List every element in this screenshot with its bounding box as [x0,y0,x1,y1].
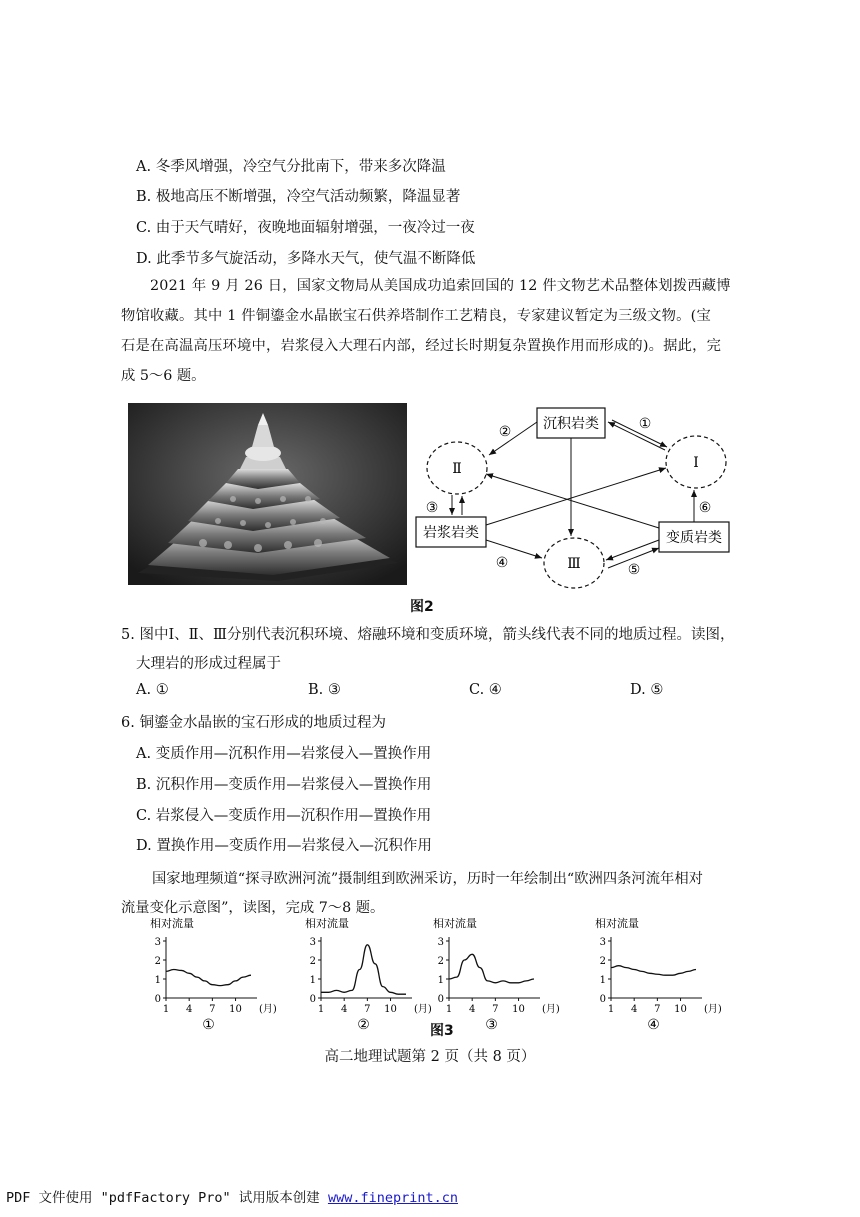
circle-iii-label: Ⅲ [567,556,581,572]
q4-option-c: C. 由于天气晴好，夜晚地面辐射增强，一夜冷过一夜 [136,220,475,236]
figure2-caption: 图2 [410,599,434,615]
arrow-label-3: ③ [425,500,439,516]
q5-choice-a: A. ① [136,682,169,698]
q5-line1: 5. 图中Ⅰ、Ⅱ、Ⅲ分别代表沉积环境、熔融环境和变质环境，箭头线代表不同的地质过程。读图， [121,627,735,643]
arrow-label-6: ⑥ [698,500,712,516]
x-tick-label: 7 [364,1004,371,1015]
x-unit-label: (月) [259,1004,277,1015]
x-unit-label: (月) [414,1004,432,1015]
y-tick-label: 0 [154,994,161,1005]
q6-option-d: D. 置换作用—变质作用—岩浆侵入—沉积作用 [136,838,432,854]
pdf-footer-prefix: PDF 文件使用 "pdfFactory Pro" 试用版本创建 [6,1190,328,1206]
y-tick-label: 3 [599,937,606,948]
ylabel-4: 相对流量 [595,917,639,930]
circle-ii-label: Ⅱ [452,461,462,477]
y-tick-label: 3 [154,937,161,948]
page-footer: 高二地理试题第 2 页（共 8 页） [324,1049,536,1065]
arrow-label-2: ② [498,424,512,440]
y-tick-label: 2 [599,956,606,967]
pagoda-photo [128,403,407,585]
y-tick-label: 1 [154,975,161,986]
flow-line-3 [449,954,534,983]
metamorphic-label: 变质岩类 [666,530,722,546]
rock-cycle-diagram [412,400,742,590]
pdf-factory-footer [6,1186,458,1206]
passage1-line2: 物馆收藏。其中 1 件铜鎏金水晶嵌宝石供养塔制作工艺精良，专家建议暂定为三级文物。(宝 [121,308,711,324]
y-tick-label: 1 [599,975,606,986]
q4-option-a: A. 冬季风增强，冷空气分批南下，带来多次降温 [136,159,446,175]
y-tick-label: 2 [154,956,161,967]
x-tick-label: 10 [674,1004,687,1015]
y-tick-label: 3 [437,937,444,948]
q4-option-d: D. 此季节多气旋活动，多降水天气，使气温不断降低 [136,251,476,267]
arrow-label-4: ④ [495,555,509,571]
x-tick-label: 10 [384,1004,397,1015]
x-tick-label: 7 [654,1004,661,1015]
flow-line-1 [166,970,251,986]
q5-choice-c: C. ④ [469,682,502,698]
panel-label-4: ④ [647,1017,660,1032]
x-unit-label: (月) [542,1004,560,1015]
y-tick-label: 1 [309,975,316,986]
panel-label-3: ③ [485,1017,498,1032]
flow-chart-3 [433,917,583,1032]
x-unit-label: (月) [704,1004,722,1015]
passage1-line1: 2021 年 9 月 26 日，国家文物局从美国成功追索回国的 12 件文物艺术品整体划拨西藏博 [150,278,731,294]
x-tick-label: 1 [162,1004,170,1015]
passage2-line2: 流量变化示意图”，读图，完成 7～8 题。 [121,900,385,916]
ylabel-1: 相对流量 [150,917,194,930]
q6-option-a: A. 变质作用—沉积作用—岩浆侵入—置换作用 [136,746,432,762]
passage1-line3: 石是在高温高压环境中，岩浆侵入大理石内部，经过长时期复杂置换作用而形成的)。据此，完 [121,338,722,354]
x-tick-label: 4 [468,1004,476,1015]
x-tick-label: 7 [492,1004,499,1015]
y-tick-label: 0 [437,994,444,1005]
fineprint-link[interactable]: www.fineprint.cn [327,1190,458,1206]
q6-stem: 6. 铜鎏金水晶嵌的宝石形成的地质过程为 [121,715,386,731]
arrow-label-5: ⑤ [627,562,641,578]
passage1-line4: 成 5～6 题。 [121,368,206,384]
y-tick-label: 0 [599,994,606,1005]
q4-option-b: B. 极地高压不断增强，冷空气活动频繁，降温显著 [136,189,461,205]
passage2-line1: 国家地理频道“探寻欧洲河流”摄制组到欧洲采访，历时一年绘制出“欧洲四条河流年相对 [152,871,703,887]
q5-choice-d: D. ⑤ [630,682,664,698]
ylabel-3: 相对流量 [433,917,477,930]
y-tick-label: 3 [309,937,316,948]
panel-label-1: ① [202,1017,215,1032]
sedimentary-label: 沉积岩类 [543,416,599,432]
y-tick-label: 2 [309,956,316,967]
x-tick-label: 7 [209,1004,216,1015]
figure3-caption: 图3 [430,1023,454,1039]
flow-chart-4 [595,917,745,1032]
x-tick-label: 4 [185,1004,193,1015]
x-tick-label: 1 [317,1004,325,1015]
flow-line-4 [611,966,696,976]
y-tick-label: 1 [437,975,444,986]
panel-label-2: ② [357,1017,370,1032]
igneous-label: 岩浆岩类 [423,525,479,541]
y-tick-label: 2 [437,956,444,967]
q6-option-b: B. 沉积作用—变质作用—岩浆侵入—置换作用 [136,777,432,793]
q5-choice-b: B. ③ [308,682,341,698]
q5-line2: 大理岩的形成过程属于 [136,656,281,672]
flow-chart-1 [150,917,300,1032]
arrow-label-1: ① [638,416,652,432]
y-tick-label: 0 [309,994,316,1005]
x-tick-label: 10 [229,1004,242,1015]
circle-i-label: Ⅰ [693,455,699,471]
x-tick-label: 4 [630,1004,638,1015]
ylabel-2: 相对流量 [305,917,349,930]
q6-option-c: C. 岩浆侵入—变质作用—沉积作用—置换作用 [136,808,432,824]
x-tick-label: 1 [607,1004,615,1015]
x-tick-label: 4 [340,1004,348,1015]
flow-line-2 [321,945,406,994]
x-tick-label: 10 [512,1004,525,1015]
x-tick-label: 1 [445,1004,453,1015]
